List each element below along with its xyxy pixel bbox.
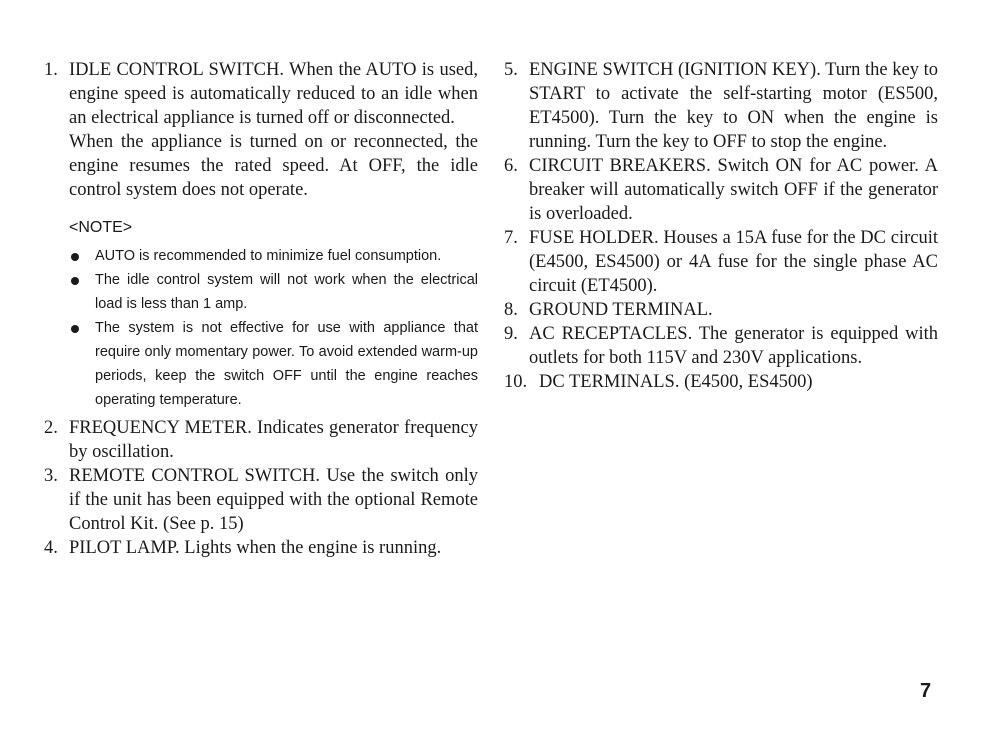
item-number: 3. xyxy=(44,466,58,486)
item-number: 2. xyxy=(44,418,58,438)
item-text: FREQUENCY METER. Indicates generator frequency by oscillation. xyxy=(69,418,478,462)
note-heading: <NOTE> xyxy=(69,219,133,236)
item-number: 4. xyxy=(44,538,58,558)
item-text: AC RECEPTACLES. The generator is equipped with outlets for both 115V and 230V applications. xyxy=(529,324,938,368)
item-text: PILOT LAMP. Lights when the engine is running. xyxy=(69,538,442,558)
item-pilot-lamp xyxy=(44,536,478,560)
item-number: 9. xyxy=(504,324,518,344)
item-text: REMOTE CONTROL SWITCH. Use the switch only if the unit has been equipped with the optional Remote Control Kit. (See p. 15) xyxy=(69,466,478,534)
note-bullet: The idle control system will not work when the electrical load is less than 1 amp. xyxy=(69,268,478,316)
item-text: IDLE CONTROL SWITCH. When the AUTO is used, engine speed is automatically reduced to an idle when an electrical appliance is turned off or disconnected. xyxy=(69,60,478,128)
item-dc-terminals xyxy=(504,370,938,394)
note-bullet: AUTO is recommended to minimize fuel consumption. xyxy=(69,244,478,268)
item-number: 5. xyxy=(504,60,518,80)
item-text: FUSE HOLDER. Houses a 15A fuse for the DC circuit (E4500, ES4500) or 4A fuse for the single phase AC circuit (ET4500). xyxy=(529,228,938,296)
bullet-icon xyxy=(71,253,79,261)
right-column xyxy=(504,58,938,394)
item-text-continued: When the appliance is turned on or reconnected, the engine resumes the rated speed. At OFF, the idle control system does not operate. xyxy=(69,132,478,200)
item-number: 7. xyxy=(504,228,518,248)
note-bullet-list xyxy=(69,244,478,412)
bullet-icon xyxy=(71,277,79,285)
item-remote-control-switch xyxy=(44,464,478,536)
item-number: 10. xyxy=(504,372,528,392)
item-number: 8. xyxy=(504,300,518,320)
left-column xyxy=(44,58,478,560)
item-ground-terminal xyxy=(504,298,938,322)
item-fuse-holder xyxy=(504,226,938,298)
item-text: DC TERMINALS. (E4500, ES4500) xyxy=(539,372,813,392)
item-engine-switch xyxy=(504,58,938,154)
item-circuit-breakers xyxy=(504,154,938,226)
page-number: 7 xyxy=(920,680,932,702)
note-bullet: The system is not effective for use with appliance that require only momentary power. To avoid extended warm-up periods, keep the switch OFF until the engine reaches operating temperature. xyxy=(69,316,478,412)
item-text: CIRCUIT BREAKERS. Switch ON for AC power. A breaker will automatically switch OFF if the generator is overloaded. xyxy=(529,156,938,224)
item-number: 1. xyxy=(44,60,58,80)
bullet-icon xyxy=(71,325,79,333)
item-frequency-meter xyxy=(44,416,478,464)
item-text: GROUND TERMINAL. xyxy=(529,300,713,320)
item-ac-receptacles xyxy=(504,322,938,370)
item-text: ENGINE SWITCH (IGNITION KEY). Turn the key to START to activate the self-starting motor (ES500, ET4500). Turn the key to ON when the engine is running. Turn the key to OFF to stop the engine. xyxy=(529,60,938,152)
item-idle-control-switch xyxy=(44,58,478,412)
item-number: 6. xyxy=(504,156,518,176)
